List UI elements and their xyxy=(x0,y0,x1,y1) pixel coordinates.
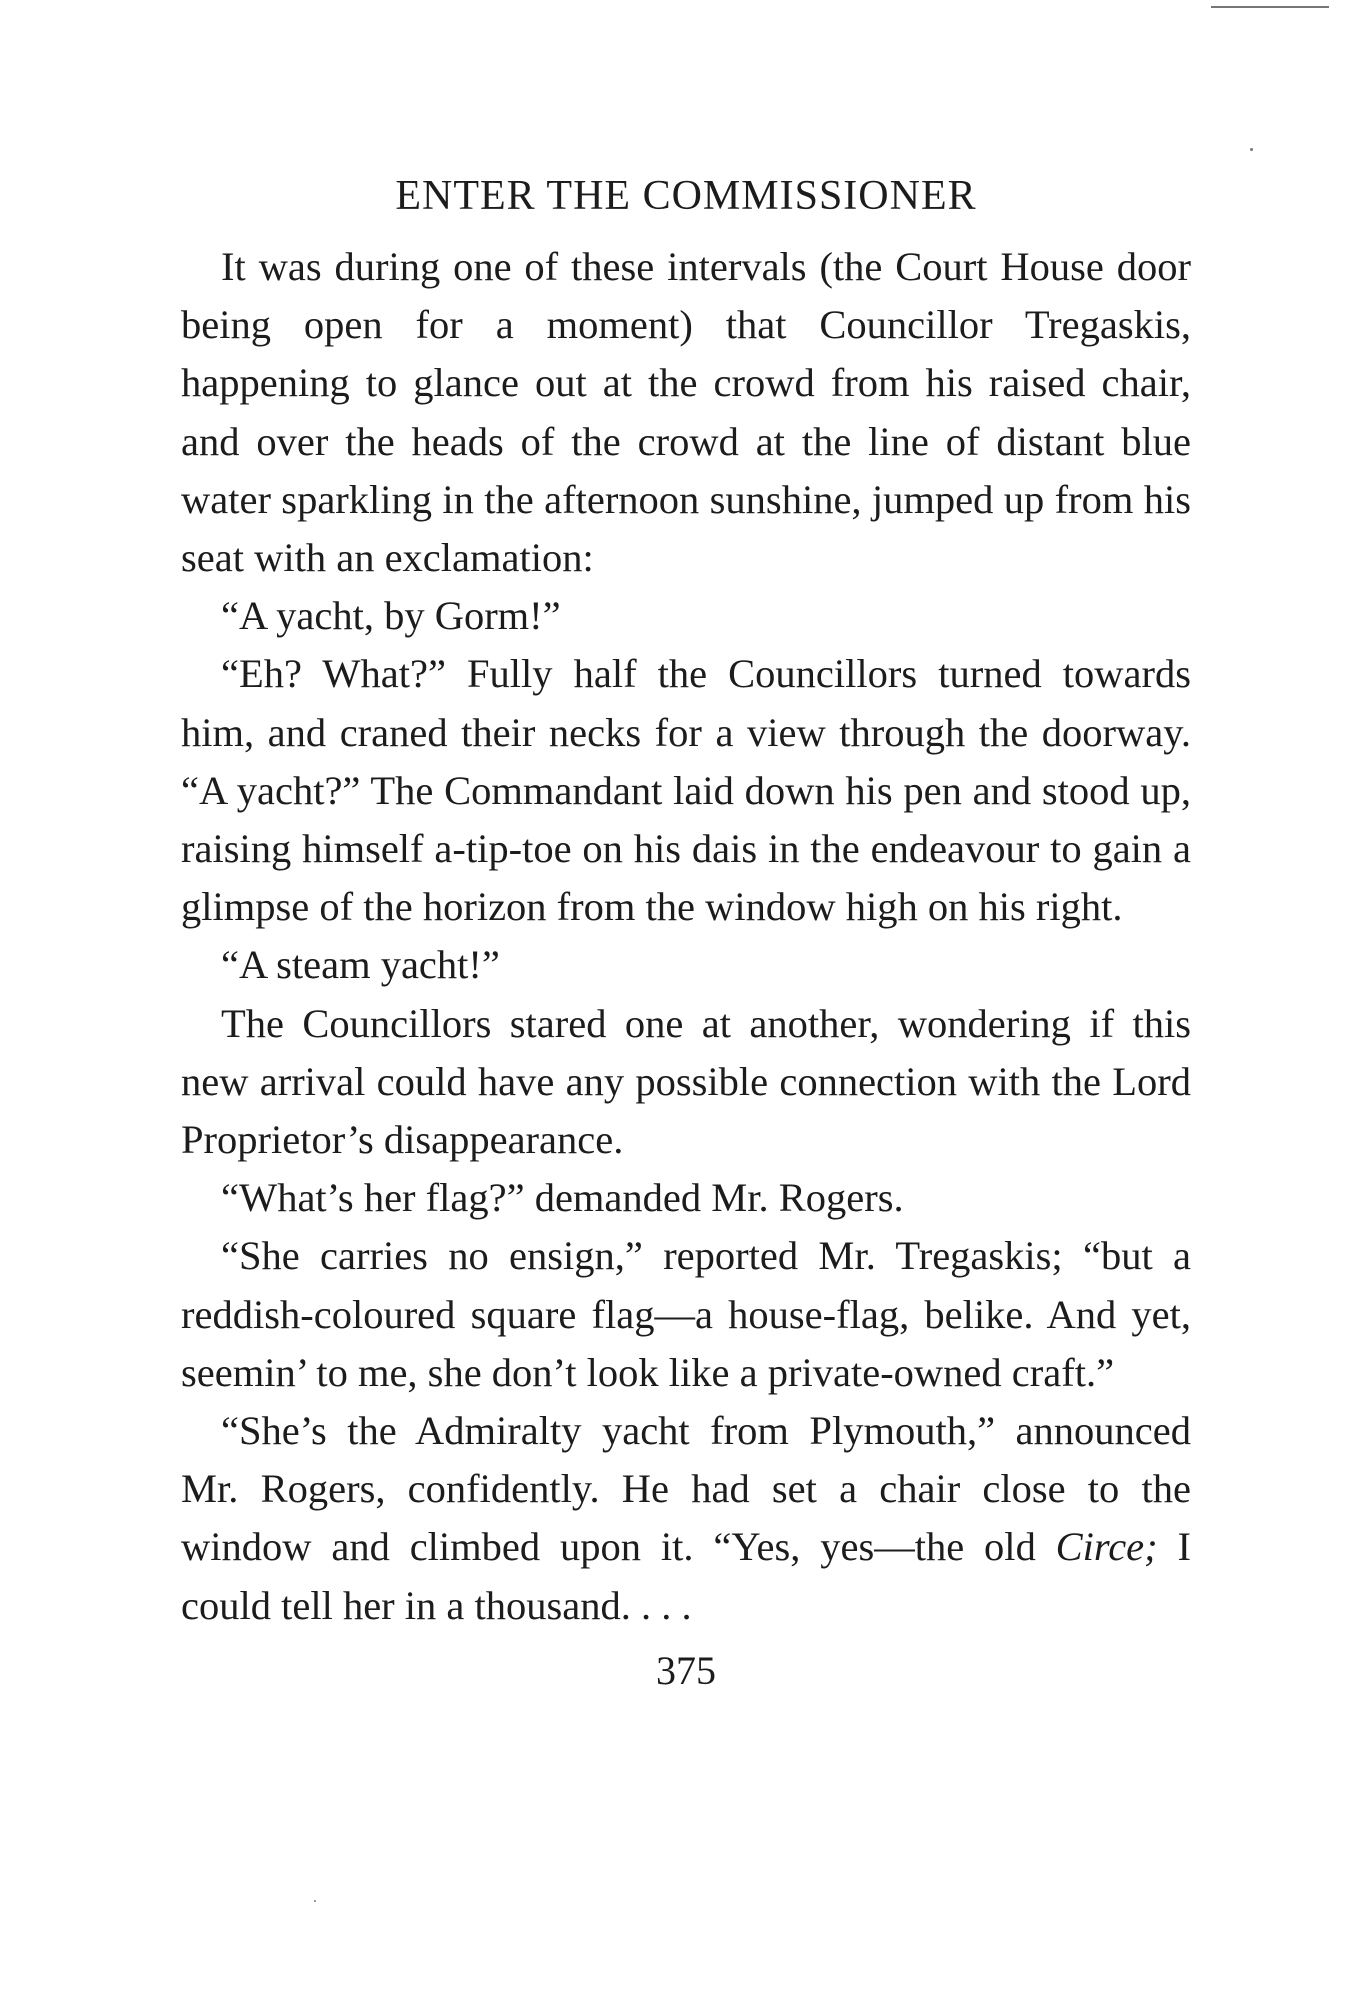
paragraph: “A steam yacht!” xyxy=(221,942,500,988)
paragraph: “She carries no ensign,” reported Mr. Tregaskis; “but a reddish-coloured square flag—a house-flag, belike. And yet, seemin’ to me, she don’t look like a private-owned craft.” xyxy=(181,1233,1191,1395)
paragraph: “Eh? What?” Fully half the Councillors turned towards him, and craned their necks for a view through the doorway. “A yacht?” The Commandant laid down his pen and stood up, raising himself a-tip-toe on his dais in the endeavour to gain a glimpse of the horizon from the window high on his right. xyxy=(181,651,1191,930)
book-page xyxy=(181,172,1191,1697)
paragraph: It was during one of these intervals (the Court House door being open for a moment) that Councillor Tregaskis, happening to glance out at the crowd from his raised chair, and over the heads of the crowd at the line of distant blue water sparkling in the afternoon sunshine, jumped up from his seat with an exclamation: xyxy=(181,244,1191,581)
paragraph: The Councillors stared one at another, wondering if this new arrival could have any possible connection with the Lord Proprietor’s disappearance. xyxy=(181,1000,1191,1163)
running-head: ENTER THE COMMISSIONER xyxy=(395,173,977,219)
paper-speck xyxy=(1250,148,1253,151)
paragraph-text: “She’s the Admiralty yacht from Plymouth,” announced Mr. Rogers, confidently. He had set a chair close to the window and climbed upon it. “Yes, yes—the old xyxy=(181,1408,1191,1570)
body-text xyxy=(181,238,1191,1635)
paragraph xyxy=(181,1402,1191,1635)
paragraph-text: I could tell her in a thousand. . . . xyxy=(181,1524,1191,1628)
page-number: 375 xyxy=(656,1647,716,1693)
paper-speck xyxy=(314,1900,316,1902)
paragraph: “A yacht, by Gorm!” xyxy=(221,593,561,639)
paragraph: “What’s her flag?” demanded Mr. Rogers. xyxy=(221,1175,904,1221)
italic-ship-name: Circe; xyxy=(1055,1524,1158,1570)
top-edge-rule xyxy=(1211,6,1329,8)
